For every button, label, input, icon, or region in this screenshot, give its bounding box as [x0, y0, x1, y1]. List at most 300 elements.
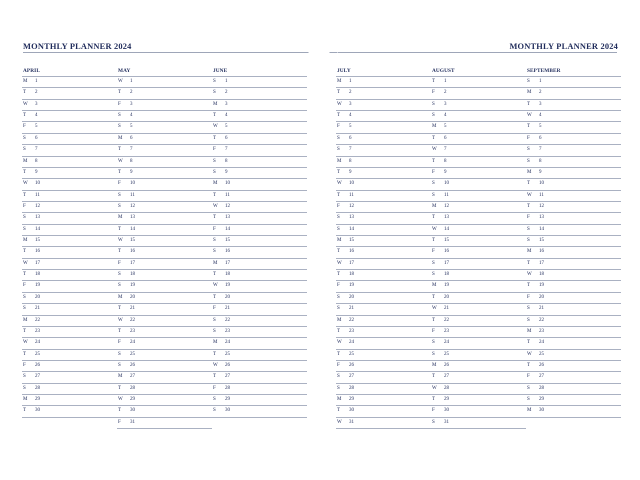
day-row[interactable]: [117, 293, 212, 304]
day-row[interactable]: [22, 281, 117, 292]
month-column: [212, 66, 307, 429]
day-row[interactable]: [526, 316, 621, 327]
weekday-letter: W: [432, 306, 437, 312]
day-row[interactable]: [117, 361, 212, 372]
weekday-letter: S: [118, 351, 121, 357]
day-row[interactable]: [212, 327, 307, 338]
day-row[interactable]: [212, 157, 307, 168]
day-row[interactable]: [212, 168, 307, 179]
weekday-letter: T: [213, 294, 217, 300]
weekday-letter: M: [118, 135, 123, 141]
weekday-letter: S: [337, 306, 340, 312]
day-number: 21: [130, 306, 135, 312]
day-row[interactable]: [117, 225, 212, 236]
day-row[interactable]: [117, 168, 212, 179]
weekday-letter: S: [527, 306, 530, 312]
day-row[interactable]: [431, 236, 526, 247]
weekday-letter: F: [23, 124, 26, 130]
day-row[interactable]: [431, 100, 526, 111]
day-row[interactable]: [336, 122, 431, 133]
day-row[interactable]: [431, 338, 526, 349]
day-row[interactable]: [212, 100, 307, 111]
day-row[interactable]: [336, 304, 431, 315]
day-row[interactable]: [336, 327, 431, 338]
day-number: 8: [349, 158, 352, 164]
day-row[interactable]: [526, 338, 621, 349]
day-row[interactable]: [117, 88, 212, 99]
day-row[interactable]: [431, 327, 526, 338]
day-row[interactable]: [336, 395, 431, 406]
day-number: 18: [225, 272, 230, 278]
day-row[interactable]: [117, 134, 212, 145]
day-number: 16: [539, 249, 544, 255]
day-row[interactable]: [431, 350, 526, 361]
day-number: 30: [225, 408, 230, 414]
day-row[interactable]: [431, 406, 526, 417]
day-row[interactable]: [117, 338, 212, 349]
weekday-letter: S: [432, 272, 435, 278]
day-row[interactable]: [336, 225, 431, 236]
day-row[interactable]: [431, 316, 526, 327]
day-row[interactable]: [431, 259, 526, 270]
day-row[interactable]: [526, 236, 621, 247]
day-number: 27: [349, 374, 354, 380]
weekday-letter: T: [527, 260, 531, 266]
day-row[interactable]: [22, 77, 117, 88]
day-row[interactable]: [212, 406, 307, 417]
day-number: 28: [539, 385, 544, 391]
weekday-letter: F: [337, 362, 340, 368]
day-number: 11: [349, 192, 354, 198]
day-row[interactable]: [22, 247, 117, 258]
day-number: 11: [35, 192, 40, 198]
day-row[interactable]: [336, 213, 431, 224]
day-row[interactable]: [336, 350, 431, 361]
day-row[interactable]: [117, 395, 212, 406]
day-number: 4: [444, 113, 447, 119]
day-number: 9: [35, 169, 38, 175]
day-row[interactable]: [526, 350, 621, 361]
day-row[interactable]: [336, 236, 431, 247]
weekday-letter: M: [213, 260, 218, 266]
weekday-letter: M: [432, 283, 437, 289]
day-row[interactable]: [336, 316, 431, 327]
day-number: 21: [35, 306, 40, 312]
day-row[interactable]: [22, 88, 117, 99]
day-row[interactable]: [336, 293, 431, 304]
day-row[interactable]: [526, 247, 621, 258]
day-row[interactable]: [117, 179, 212, 190]
day-row[interactable]: [431, 157, 526, 168]
day-number: 6: [130, 135, 133, 141]
day-row[interactable]: [526, 395, 621, 406]
day-row[interactable]: [526, 372, 621, 383]
day-number: 15: [35, 238, 40, 244]
day-row[interactable]: [336, 372, 431, 383]
day-row[interactable]: [336, 247, 431, 258]
day-row[interactable]: [212, 372, 307, 383]
day-row[interactable]: [336, 100, 431, 111]
day-row[interactable]: [336, 270, 431, 281]
day-row[interactable]: [431, 395, 526, 406]
day-row[interactable]: [212, 316, 307, 327]
day-row[interactable]: [22, 111, 117, 122]
day-row[interactable]: [212, 384, 307, 395]
day-row[interactable]: [526, 406, 621, 417]
day-row[interactable]: [22, 236, 117, 247]
day-row[interactable]: [526, 77, 621, 88]
day-row[interactable]: [212, 395, 307, 406]
day-row[interactable]: [336, 418, 431, 429]
day-number: 8: [35, 158, 38, 164]
weekday-letter: S: [213, 158, 216, 164]
weekday-letter: M: [527, 169, 532, 175]
day-number: 30: [539, 408, 544, 414]
day-row[interactable]: [431, 168, 526, 179]
day-number: 11: [225, 192, 230, 198]
day-number: 23: [444, 328, 449, 334]
day-row[interactable]: [526, 179, 621, 190]
day-row[interactable]: [117, 350, 212, 361]
weekday-letter: T: [23, 113, 27, 119]
day-row[interactable]: [336, 338, 431, 349]
weekday-letter: W: [337, 419, 342, 425]
day-row[interactable]: [22, 270, 117, 281]
day-row[interactable]: [526, 100, 621, 111]
day-number: 17: [35, 260, 40, 266]
day-number: 4: [35, 113, 38, 119]
day-row[interactable]: [22, 122, 117, 133]
day-row[interactable]: [336, 191, 431, 202]
day-row[interactable]: [117, 122, 212, 133]
day-number: 20: [539, 294, 544, 300]
day-number: 7: [225, 147, 228, 153]
day-row[interactable]: [212, 225, 307, 236]
weekday-letter: S: [432, 351, 435, 357]
day-row[interactable]: [336, 202, 431, 213]
day-row[interactable]: [117, 236, 212, 247]
day-row[interactable]: [212, 145, 307, 156]
weekday-letter: T: [118, 249, 122, 255]
day-row[interactable]: [212, 259, 307, 270]
day-number: 14: [349, 226, 354, 232]
day-row[interactable]: [526, 293, 621, 304]
day-number: 28: [35, 385, 40, 391]
day-row[interactable]: [431, 270, 526, 281]
day-row[interactable]: [431, 384, 526, 395]
day-row[interactable]: [22, 145, 117, 156]
weekday-letter: M: [23, 397, 28, 403]
day-number: 27: [225, 374, 230, 380]
day-number: 22: [539, 317, 544, 323]
day-row[interactable]: [526, 111, 621, 122]
weekday-letter: F: [23, 203, 26, 209]
day-number: 6: [349, 135, 352, 141]
day-row[interactable]: [22, 395, 117, 406]
day-row[interactable]: [431, 134, 526, 145]
weekday-letter: S: [213, 90, 216, 96]
day-row[interactable]: [336, 77, 431, 88]
day-row[interactable]: [431, 281, 526, 292]
day-row[interactable]: [22, 293, 117, 304]
day-row[interactable]: [22, 157, 117, 168]
day-row[interactable]: [431, 111, 526, 122]
weekday-letter: T: [213, 215, 217, 221]
day-row[interactable]: [117, 213, 212, 224]
day-number: 13: [539, 215, 544, 221]
day-row[interactable]: [336, 111, 431, 122]
day-row[interactable]: [336, 168, 431, 179]
day-row[interactable]: [117, 418, 212, 429]
day-row[interactable]: [526, 361, 621, 372]
day-number: 5: [225, 124, 228, 130]
day-row[interactable]: [431, 179, 526, 190]
day-row[interactable]: [431, 213, 526, 224]
day-row[interactable]: [526, 88, 621, 99]
day-row[interactable]: [212, 270, 307, 281]
day-row[interactable]: [22, 179, 117, 190]
day-row[interactable]: [212, 247, 307, 258]
day-row[interactable]: [117, 111, 212, 122]
weekday-letter: S: [527, 147, 530, 153]
day-row[interactable]: [526, 281, 621, 292]
day-number: 4: [130, 113, 133, 119]
day-row[interactable]: [117, 77, 212, 88]
weekday-letter: S: [432, 340, 435, 346]
day-number: 9: [349, 169, 352, 175]
day-row[interactable]: [22, 384, 117, 395]
day-row[interactable]: [526, 145, 621, 156]
weekday-letter: M: [527, 408, 532, 414]
day-list: [336, 76, 431, 429]
day-row[interactable]: [336, 179, 431, 190]
day-row[interactable]: [431, 202, 526, 213]
day-number: 13: [130, 215, 135, 221]
day-row[interactable]: [526, 213, 621, 224]
weekday-letter: M: [432, 362, 437, 368]
day-row[interactable]: [212, 179, 307, 190]
day-number: 12: [225, 203, 230, 209]
day-row[interactable]: [526, 270, 621, 281]
day-row[interactable]: [431, 225, 526, 236]
day-row[interactable]: [431, 145, 526, 156]
day-row[interactable]: [212, 350, 307, 361]
day-row[interactable]: [431, 88, 526, 99]
day-number: 29: [539, 397, 544, 403]
day-list: [22, 76, 117, 418]
day-number: 16: [444, 249, 449, 255]
day-row[interactable]: [22, 191, 117, 202]
day-row[interactable]: [431, 372, 526, 383]
weekday-letter: T: [23, 272, 27, 278]
day-row[interactable]: [336, 134, 431, 145]
day-row[interactable]: [212, 134, 307, 145]
day-row[interactable]: [431, 77, 526, 88]
day-row[interactable]: [117, 247, 212, 258]
day-number: 31: [130, 419, 135, 425]
day-number: 4: [225, 113, 228, 119]
weekday-letter: S: [337, 294, 340, 300]
day-row[interactable]: [22, 372, 117, 383]
day-row[interactable]: [336, 88, 431, 99]
day-number: 30: [130, 408, 135, 414]
weekday-letter: M: [118, 215, 123, 221]
day-row[interactable]: [22, 406, 117, 417]
day-row[interactable]: [117, 202, 212, 213]
day-number: 2: [444, 90, 447, 96]
month-columns: [22, 66, 307, 429]
day-row[interactable]: [431, 122, 526, 133]
weekday-letter: M: [118, 294, 123, 300]
day-row[interactable]: [212, 236, 307, 247]
day-row[interactable]: [212, 122, 307, 133]
day-row[interactable]: [212, 281, 307, 292]
day-row[interactable]: [336, 406, 431, 417]
day-row[interactable]: [22, 316, 117, 327]
day-number: 7: [539, 147, 542, 153]
day-row[interactable]: [117, 259, 212, 270]
day-row[interactable]: [526, 157, 621, 168]
day-row[interactable]: [22, 327, 117, 338]
day-number: 2: [349, 90, 352, 96]
day-row[interactable]: [117, 304, 212, 315]
day-row[interactable]: [526, 304, 621, 315]
day-row[interactable]: [212, 202, 307, 213]
day-row[interactable]: [117, 191, 212, 202]
day-row[interactable]: [431, 361, 526, 372]
day-row[interactable]: [526, 191, 621, 202]
day-row[interactable]: [212, 293, 307, 304]
day-row[interactable]: [431, 304, 526, 315]
day-row[interactable]: [22, 225, 117, 236]
weekday-letter: M: [337, 79, 342, 84]
weekday-letter: W: [23, 260, 28, 266]
day-row[interactable]: [526, 202, 621, 213]
day-row[interactable]: [22, 168, 117, 179]
weekday-letter: T: [23, 249, 27, 255]
weekday-letter: M: [213, 181, 218, 187]
day-row[interactable]: [212, 88, 307, 99]
day-number: 29: [349, 397, 354, 403]
day-number: 9: [130, 169, 133, 175]
day-number: 18: [539, 272, 544, 278]
weekday-letter: T: [527, 124, 531, 130]
day-number: 29: [35, 397, 40, 403]
day-row[interactable]: [117, 270, 212, 281]
weekday-letter: M: [213, 101, 218, 107]
day-row[interactable]: [117, 384, 212, 395]
day-row[interactable]: [212, 111, 307, 122]
day-row[interactable]: [117, 316, 212, 327]
day-row[interactable]: [22, 361, 117, 372]
day-row[interactable]: [212, 191, 307, 202]
day-row[interactable]: [22, 259, 117, 270]
day-row[interactable]: [212, 338, 307, 349]
weekday-letter: W: [432, 147, 437, 153]
day-row[interactable]: [117, 157, 212, 168]
day-row[interactable]: [212, 361, 307, 372]
day-number: 30: [444, 408, 449, 414]
weekday-letter: W: [432, 385, 437, 391]
day-number: 5: [130, 124, 133, 130]
weekday-letter: F: [527, 215, 530, 221]
day-number: 12: [130, 203, 135, 209]
day-number: 19: [349, 283, 354, 289]
weekday-letter: W: [118, 158, 123, 164]
day-row[interactable]: [336, 157, 431, 168]
day-number: 23: [349, 328, 354, 334]
day-number: 17: [539, 260, 544, 266]
day-row[interactable]: [212, 213, 307, 224]
day-row[interactable]: [431, 191, 526, 202]
day-row[interactable]: [336, 361, 431, 372]
day-number: 19: [539, 283, 544, 289]
day-row[interactable]: [117, 327, 212, 338]
day-row[interactable]: [431, 247, 526, 258]
day-row[interactable]: [117, 145, 212, 156]
day-row[interactable]: [431, 293, 526, 304]
weekday-letter: T: [527, 362, 531, 368]
weekday-letter: T: [337, 272, 341, 278]
day-number: 1: [35, 79, 38, 84]
day-row[interactable]: [526, 384, 621, 395]
day-row[interactable]: [212, 77, 307, 88]
day-row[interactable]: [22, 213, 117, 224]
day-row[interactable]: [526, 259, 621, 270]
day-number: 8: [444, 158, 447, 164]
day-number: 7: [130, 147, 133, 153]
day-row[interactable]: [526, 225, 621, 236]
day-row[interactable]: [336, 281, 431, 292]
day-number: 27: [130, 374, 135, 380]
day-row[interactable]: [22, 338, 117, 349]
day-row[interactable]: [526, 122, 621, 133]
day-row[interactable]: [212, 304, 307, 315]
day-row[interactable]: [22, 202, 117, 213]
day-row[interactable]: [336, 145, 431, 156]
day-row[interactable]: [117, 100, 212, 111]
day-row[interactable]: [526, 327, 621, 338]
weekday-letter: T: [432, 79, 436, 84]
day-number: 15: [130, 238, 135, 244]
day-number: 10: [349, 181, 354, 187]
weekday-letter: T: [23, 351, 27, 357]
day-row[interactable]: [117, 281, 212, 292]
weekday-letter: W: [337, 260, 342, 266]
weekday-letter: T: [432, 317, 436, 323]
day-number: 17: [444, 260, 449, 266]
day-number: 6: [444, 135, 447, 141]
day-row[interactable]: [336, 259, 431, 270]
day-row[interactable]: [117, 406, 212, 417]
day-list: [431, 76, 526, 429]
day-row[interactable]: [22, 100, 117, 111]
day-row[interactable]: [117, 372, 212, 383]
day-number: 30: [349, 408, 354, 414]
day-row[interactable]: [431, 418, 526, 429]
day-row[interactable]: [526, 168, 621, 179]
day-row[interactable]: [22, 304, 117, 315]
day-number: 5: [35, 124, 38, 130]
day-number: 27: [444, 374, 449, 380]
day-number: 24: [130, 340, 135, 346]
weekday-letter: T: [337, 351, 341, 357]
day-row[interactable]: [22, 134, 117, 145]
day-row[interactable]: [336, 384, 431, 395]
day-row[interactable]: [526, 134, 621, 145]
day-number: 2: [225, 90, 228, 96]
day-row[interactable]: [22, 350, 117, 361]
